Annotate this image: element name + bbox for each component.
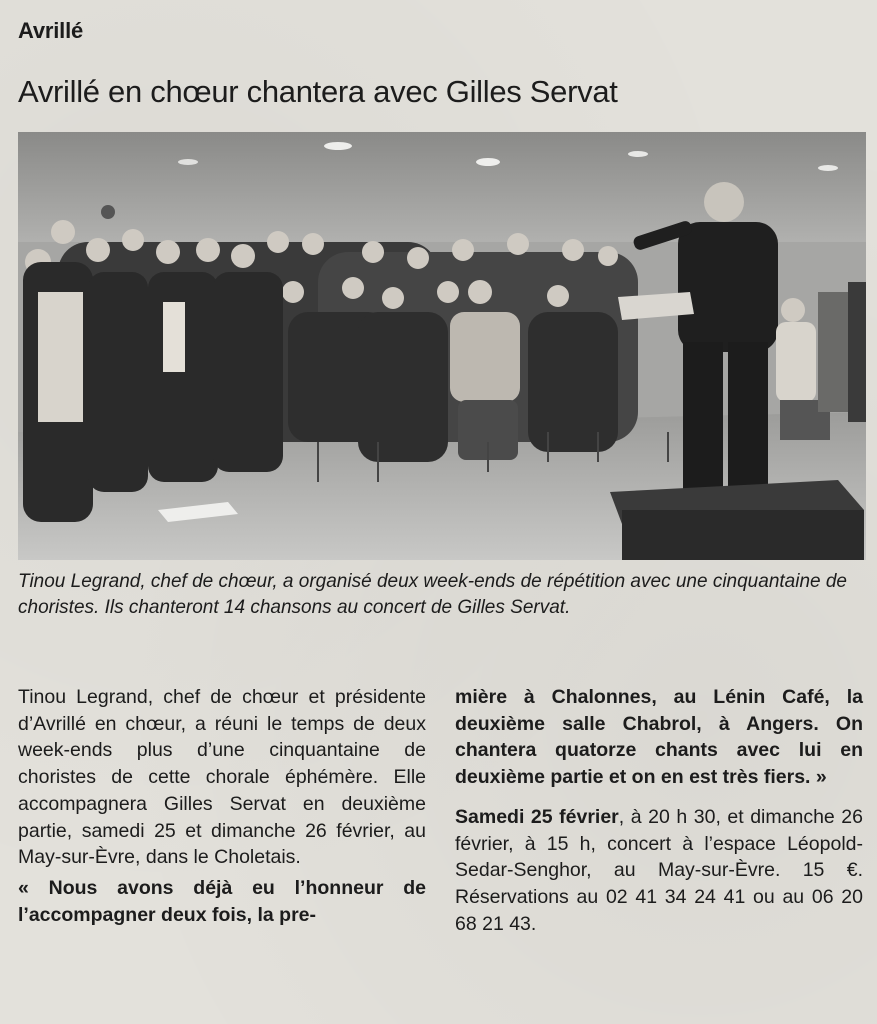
event-info: [455, 804, 863, 938]
article-column-right: [455, 684, 863, 937]
event-date: Samedi 25 février: [455, 805, 619, 828]
section-label: Avrillé: [18, 18, 84, 43]
article-headline: Avrillé en chœur chantera avec Gilles Servat: [18, 74, 618, 109]
event-details: , à 20 h 30, et dimanche 26 février, à 15 h, concert à l’espace Léopold-Sedar-Senghor, au May-sur-Èvre. 15 €. Réservations au 02 41 34 24 41 ou au 06 20 68 21 43.: [455, 805, 864, 935]
choir-photo: [18, 132, 866, 560]
photo-caption: Tinou Legrand, chef de chœur, a organisé deux week-ends de répétition avec une cinquantaine de choristes. Ils chanteront 14 chansons au concert de Gilles Servat.: [18, 571, 847, 618]
quote-continuation: mière à Chalonnes, au Lénin Café, la deuxième salle Chabrol, à Angers. On chantera quatorze chants avec lui en deuxième partie et on en est très fiers. »: [455, 686, 863, 789]
article-paragraph: Tinou Legrand, chef de chœur et présidente d’Avrillé en chœur, a réuni le temps de deux week-ends plus d’une cinquantaine de choristes de cette chorale éphémère. Elle accompagnera Gilles Servat en deuxième partie, samedi 25 et dimanche 26 février, au May-sur-Èvre, dans le Choletais.: [18, 686, 426, 869]
article-column-left: [18, 684, 426, 928]
quote-start: « Nous avons déjà eu l’honneur de l’accompagner deux fois, la pre-: [18, 876, 426, 926]
